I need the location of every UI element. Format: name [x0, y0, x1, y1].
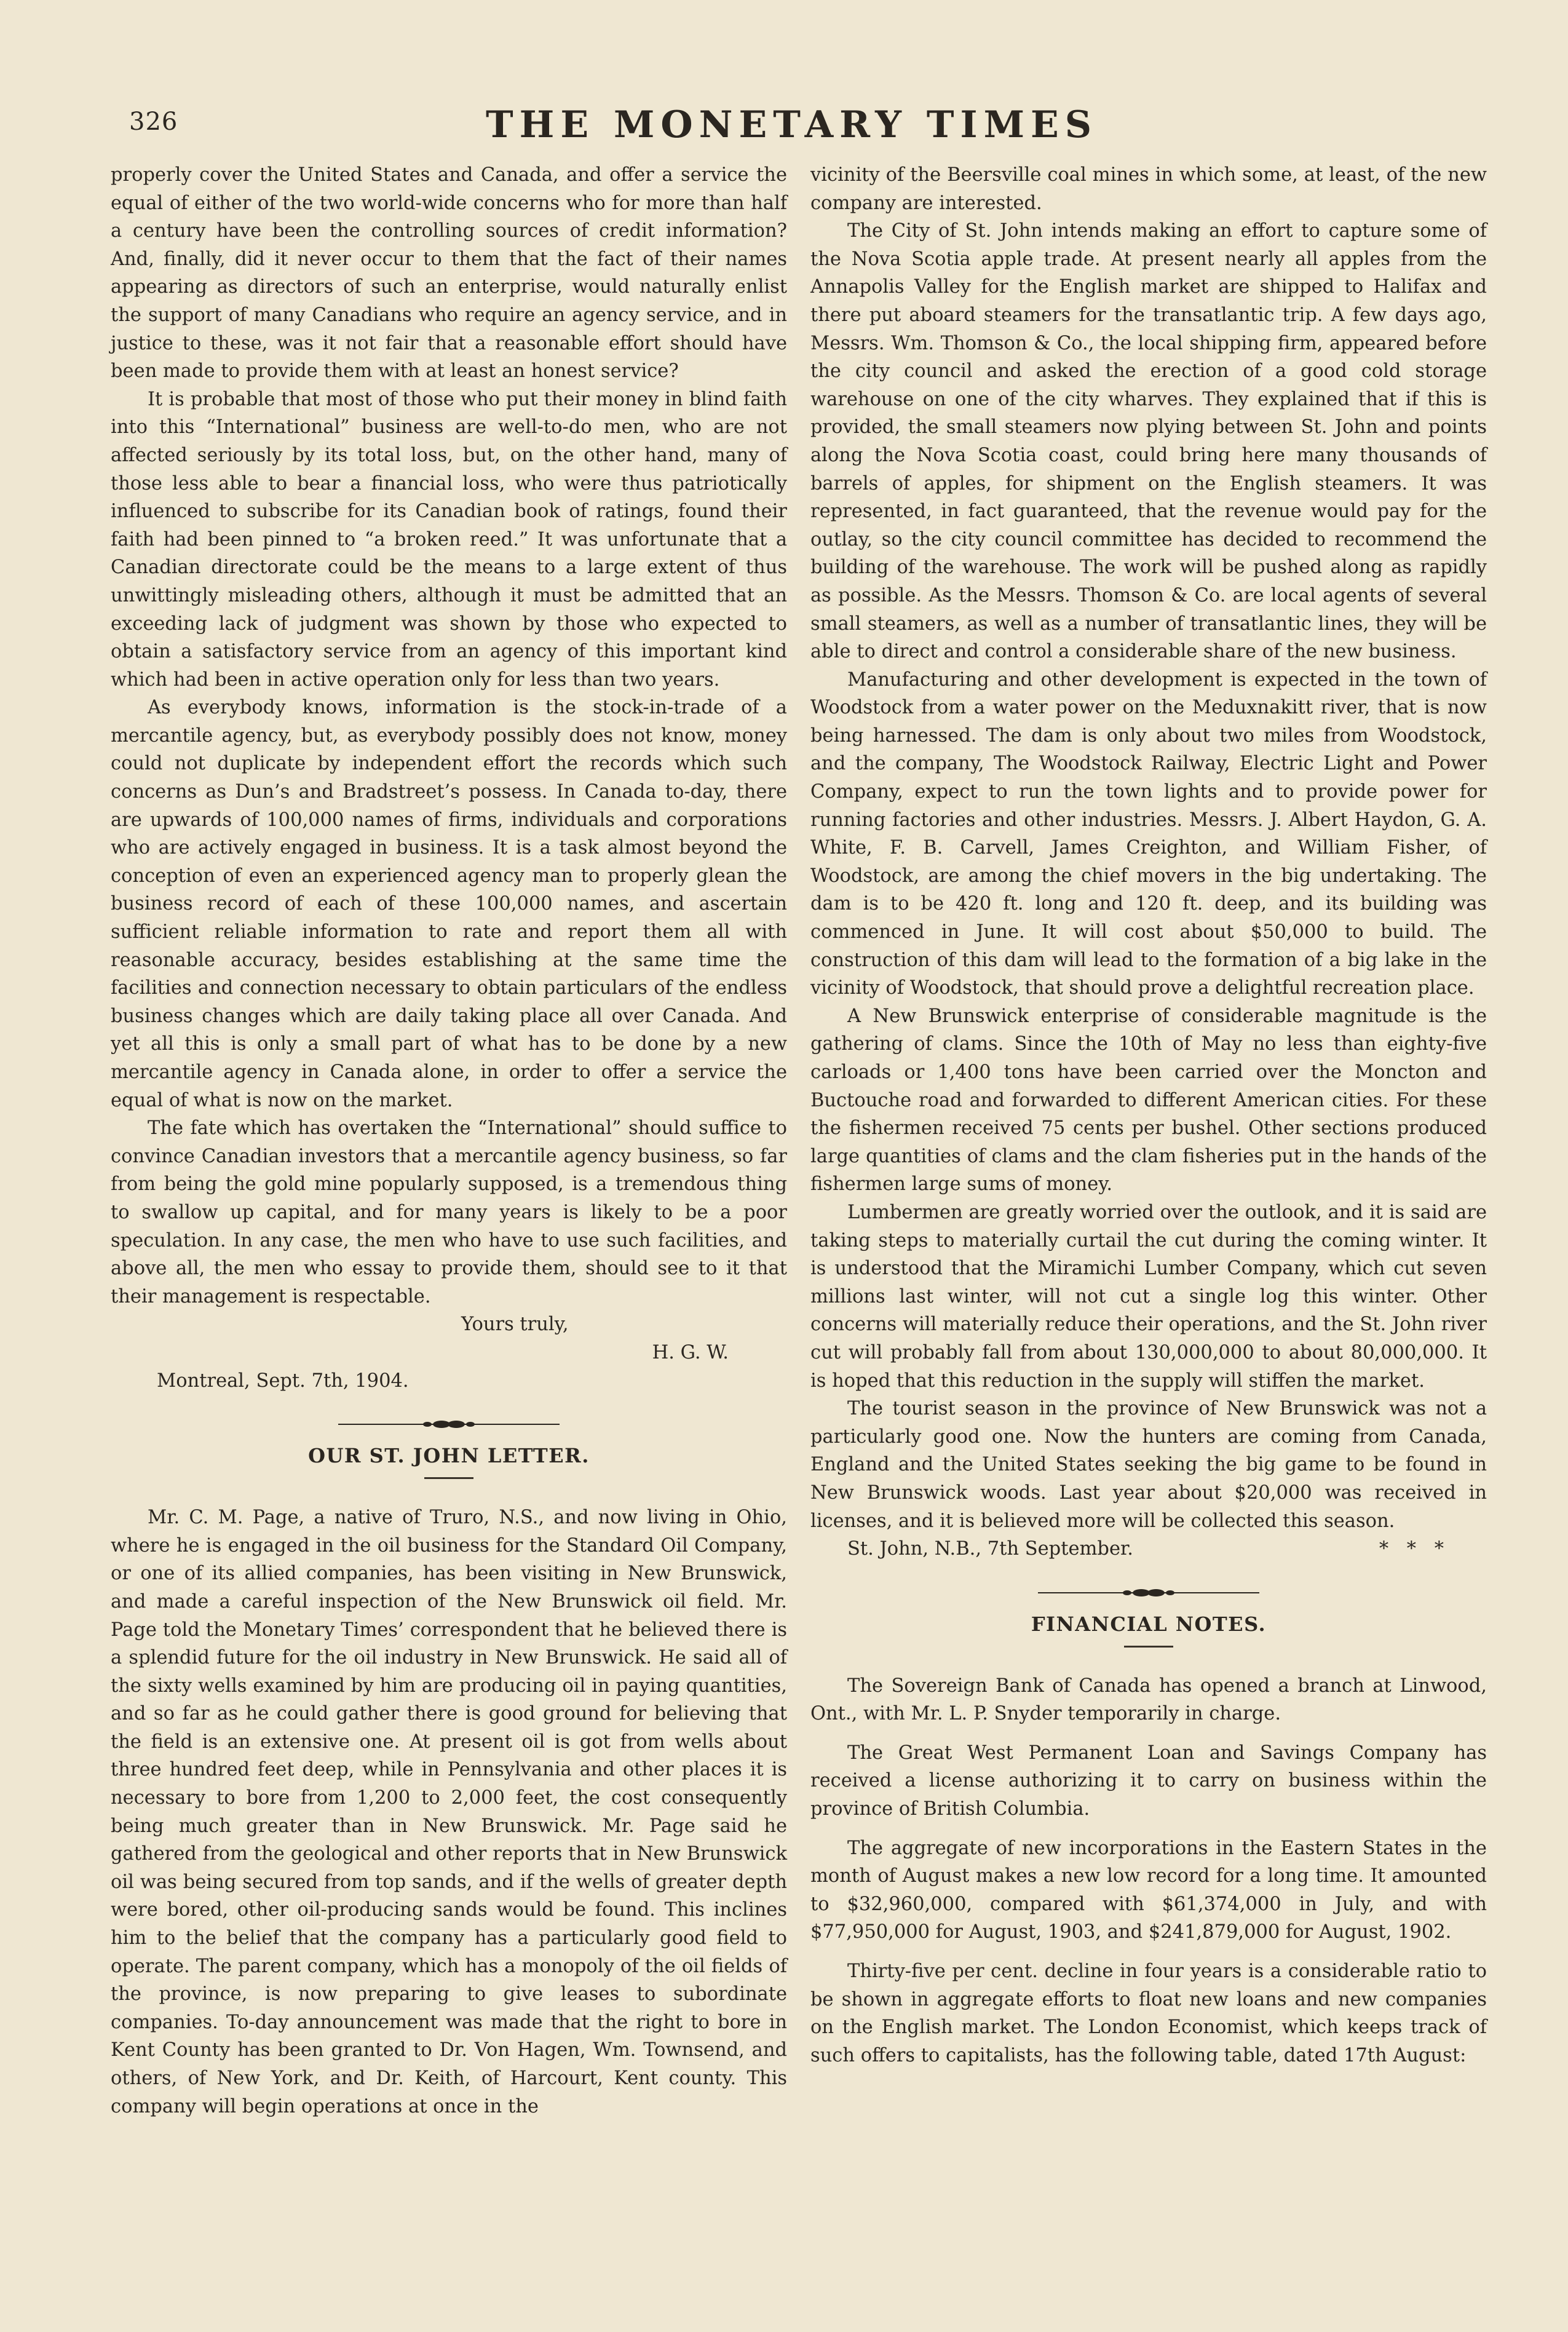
paragraph: Mr. C. M. Page, a native of Truro, N.S., and now living in Ohio, where he is engaged in the oil business for the Standard Oil Company, or one of its allied companies, has been visiting in New Brunswick, and made a careful inspection of the New Brunswick oil field. Mr. Page told the Monetary Times’ correspondent that he believed there is a splendid future for the oil industry in New Brunswick. He said all of the sixty wells examined by him are producing oil in paying quantities, and so far as he could gather there is good ground for believing that the field is an extensive one. At present oil is got from wells about three hundred feet deep, while in Pennsylvania and other places it is necessary to bore from 1,200 to 2,000 feet, the cost consequently being much greater than in New Brunswick. Mr. Page said he gathered from the geological and other reports that in New Brunswick oil was being secured from top sands, and if the wells of greater depth were bored, other oil-producing sands would be found. This inclines him to the belief that the company has a particularly good field to operate. The parent company, which has a monopoly of the oil fields of the province, is now preparing to give leases to subordinate companies. To-day announcement was made that the right to bore in Kent County has been granted to Dr. Von Hagen, Wm. Townsend, and others, of New York, and Dr. Keith, of Harcourt, Kent county. This company will begin operations at once in the [111, 1507, 787, 2117]
paragraph: Lumbermen are greatly worried over the outlook, and it is said are taking steps to materially curtail the cut during the coming winter. It is understood that the Miramichi Lumber Company, which cut seven millions last winter, will not cut a single log this winter. Other concerns will materially reduce their operations, and the St. John river cut will probably fall from about 130,000,000 to about 80,000,000. It is hoped that this reduction in the supply will stiffen the market. [810, 1201, 1487, 1392]
paragraph: vicinity of the Beersville coal mines in which some, at least, of the new company are interested. [810, 164, 1487, 214]
paragraph: A New Brunswick enterprise of considerable magnitude is the gathering of clams. Since the 10th of May no less than eighty-five carloads or 1,400 tons have been carried over the Moncton and Buctouche road and forwarded to different American cities. For these the fishermen received 75 cents per bushel. Other sections produced large quantities of clams and the clam fisheries put in the hands of the fishermen large sums of money. [810, 1005, 1487, 1196]
masthead-title: THE MONETARY TIMES [486, 103, 1098, 146]
section-divider-ornament [1038, 1588, 1259, 1598]
end-stars: * * * [1379, 1538, 1450, 1560]
letter-place-date: Montreal, Sept. 7th, 1904. [157, 1370, 409, 1392]
left-column [111, 161, 787, 2120]
paragraph: The Great West Permanent Loan and Savings Company has received a license authorizing it to carry on business within the province of British Columbia. [810, 1742, 1487, 1820]
paragraph: Manufacturing and other development is expected in the town of Woodstock from a water power on the Meduxnakitt river, that is now being harnessed. The dam is only about two miles from Woodstock, and the company, The Woodstock Railway, Electric Light and Power Company, expect to run the town lights and to provide power for running factories and other industries. Messrs. J. Albert Haydon, G. A. White, F. B. Carvell, James Creighton, and William Fisher, of Woodstock, are among the chief movers in the big undertaking. The dam is to be 420 ft. long and 120 ft. deep, and its building was commenced in June. It will cost about $50,000 to build. The construction of this dam will lead to the formation of a big lake in the vicinity of Woodstock, that should prove a delightful recreation place. [810, 668, 1487, 999]
letter-closing: Yours truly, [461, 1314, 569, 1336]
paragraph: The aggregate of new incorporations in the Eastern States in the month of August makes a new low record for a long time. It amounted to $32,960,000, compared with $61,374,000 in July, and with $77,950,000 for August, 1903, and $241,879,000 for August, 1902. [810, 1837, 1487, 1943]
paragraph: Thirty-five per cent. decline in four years is a considerable ratio to be shown in aggregate efforts to float new loans and new companies on the English market. The London Economist, which keeps track of such offers to capitalists, has the following table, dated 17th August: [810, 1961, 1487, 2066]
title-underline [1124, 1646, 1173, 1648]
paragraph: As everybody knows, information is the stock-in-trade of a mercantile agency, but, as everybody possibly does not know, money could not duplicate by independent effort the records which such concerns as Dun’s and Bradstreet’s possess. In Canada to-day, there are upwards of 100,000 names of firms, individuals and corporations who are actively engaged in business. It is a task almost beyond the conception of even an experienced agency man to properly glean the business record of each of these 100,000 names, and ascertain sufficient reliable information to rate and report them all with reasonable accuracy, besides establishing at the same time the facilities and connection necessary to obtain particulars of the endless business changes which are daily taking place all over Canada. And yet all this is only a small part of what has to be done by a new mercantile agency in Canada alone, in order to offer a service the equal of what is now on the market. [111, 697, 787, 1111]
paragraph: The fate which has overtaken the “International” should suffice to convince Canadian investors that a mercantile agency business, so far from being the gold mine popularly supposed, is a tremendous thing to swallow up capital, and for many years is likely to be a poor speculation. In any case, the men who have to use such facilities, and above all, the men who essay to provide them, should see to it that their management is respectable. [111, 1117, 787, 1307]
dateline [810, 1535, 1487, 1563]
dateline-text: St. John, N.B., 7th September. [847, 1538, 1133, 1560]
section-title-st-john-letter: OUR ST. JOHN LETTER. [308, 1444, 590, 1468]
paragraph: The Sovereign Bank of Canada has opened a branch at Linwood, Ont., with Mr. L. P. Snyder temporarily in charge. [810, 1675, 1487, 1725]
right-column [810, 161, 1487, 2069]
paragraph: properly cover the United States and Canada, and offer a service the equal of either of the two world-wide concerns who for more than half a century have been the controlling sources of credit information? And, finally, did it never occur to them that the fact of their names appearing as directors of such an enterprise, would naturally enlist the support of many Canadians who require an agency service, and in justice to these, was it not fair that a reasonable effort should have been made to provide them with at least an honest service? [111, 164, 787, 383]
page-number: 326 [129, 108, 178, 136]
section-divider-ornament [338, 1419, 560, 1429]
paragraph: The City of St. John intends making an effort to capture some of the Nova Scotia apple trade. At present nearly all apples from the Annapolis Valley for the English market are shipped to Halifax and there put aboard steamers for the transatlantic trip. A few days ago, Messrs. Wm. Thomson & Co., the local shipping firm, appeared before the city council and asked the erection of a good cold storage warehouse on one of the city wharves. They explained that if this is provided, the small steamers now plying between St. John and points along the Nova Scotia coast, could bring here many thousands of barrels of apples, for shipment on the English steamers. It was represented, in fact guaranteed, that the revenue would pay for the outlay, so the city council committee has decided to recommend the building of the warehouse. The work will be pushed along as rapidly as possible. As the Messrs. Thomson & Co. are local agents of several small steamers, as well as a number of transatlantic lines, they will be able to direct and control a considerable share of the new business. [810, 220, 1487, 663]
title-underline [424, 1477, 473, 1479]
letter-signature: H. G. W. [652, 1341, 729, 1363]
paragraph: It is probable that most of those who put their money in blind faith into this “International” business are well-to-do men, who are not affected seriously by its total loss, but, on the other hand, many of those less able to bear a financial loss, who were thus patriotically influenced to subscribe for its Canadian book of ratings, found their faith had been pinned to “a broken reed.” It was unfortunate that a Canadian directorate could be the means to a large extent of thus unwittingly misleading others, although it must be admitted that an exceeding lack of judgment was shown by those who expected to obtain a satisfactory service from an agency of this important kind which had been in active operation only for less than two years. [111, 388, 787, 691]
section-title-financial-notes: FINANCIAL NOTES. [1031, 1612, 1267, 1636]
paragraph: The tourist season in the province of New Brunswick was not a particularly good one. Now the hunters are coming from Canada, England and the United States seeking the big game to be found in New Brunswick woods. Last year about $20,000 was received in licenses, and it is believed more will be collected this season. [810, 1398, 1487, 1532]
